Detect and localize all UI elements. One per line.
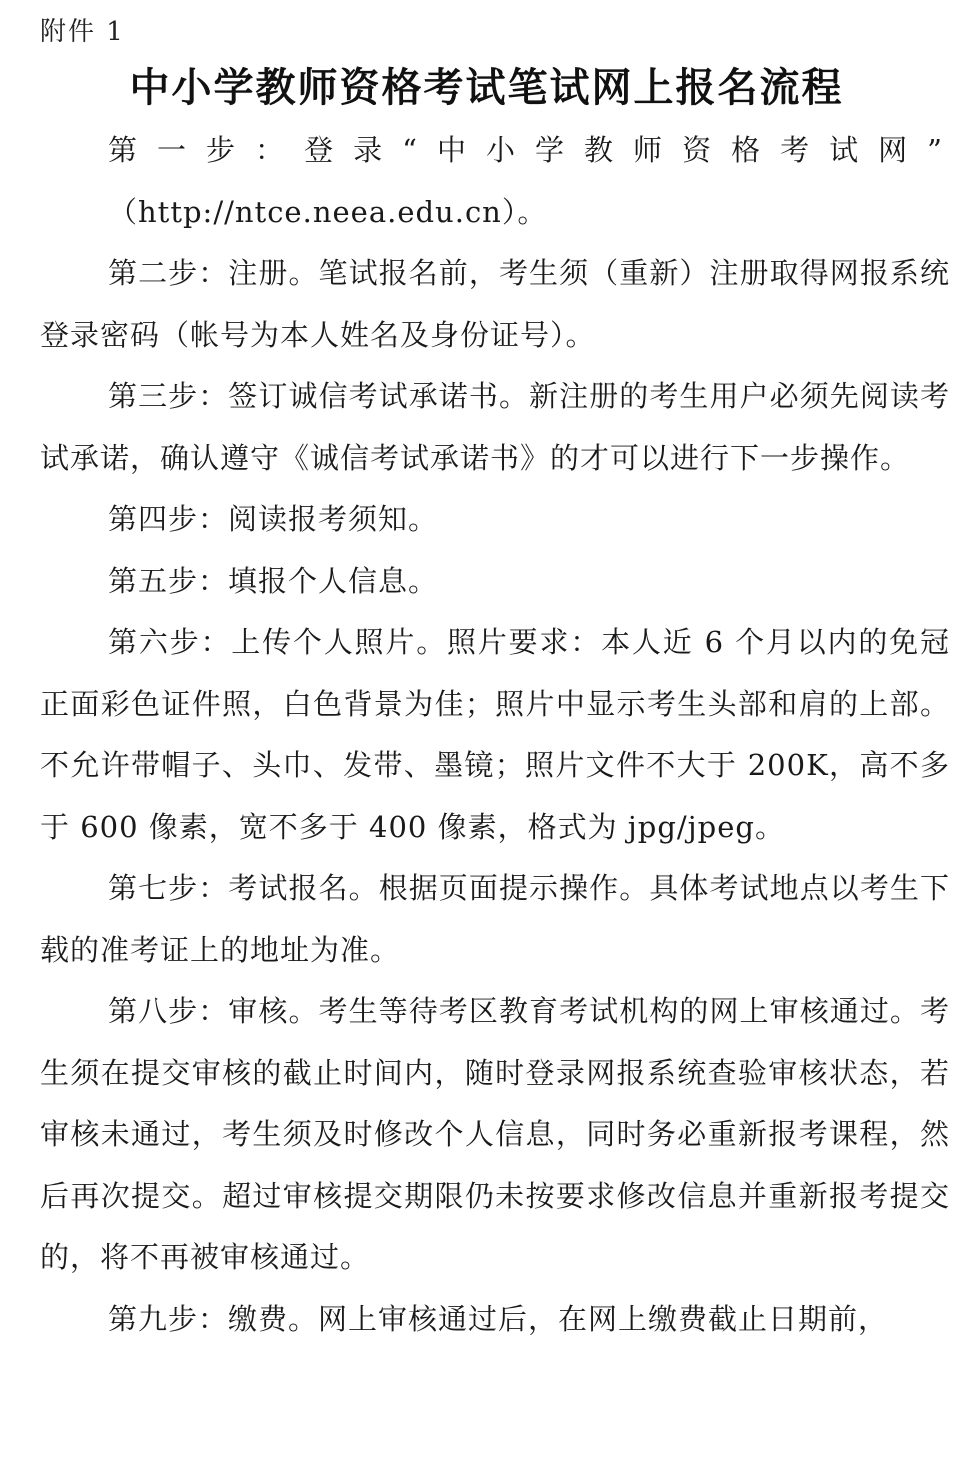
step-9-paragraph: 第九步：缴费。网上审核通过后，在网上缴费截止日期前， xyxy=(108,1301,889,1336)
document-title: 中小学教师资格考试笔试网上报名流程 xyxy=(129,65,844,111)
step-1-url: （http://ntce.neea.edu.cn）。 xyxy=(108,194,548,229)
attachment-label: 附件 1 xyxy=(40,17,125,47)
step-2-paragraph: 第二步：注册。笔试报名前，考生须（重新）注册取得网报系统登录密码（帐号为本人姓名及身份证号）。 xyxy=(40,256,950,352)
step-6-paragraph: 第六步：上传个人照片。照片要求：本人近 6 个月以内的免冠正面彩色证件照，白色背景为佳；照片中显示考生头部和肩的上部。不允许带帽子、头巾、发带、墨镜；照片文件不大于 200K，高不多于 600 像素，宽不多于 400 像素，格式为 jpg/jpeg。 xyxy=(40,625,950,844)
step-5-paragraph: 第五步：填报个人信息。 xyxy=(108,563,439,598)
document-body xyxy=(40,120,950,1350)
step-3-paragraph: 第三步：签订诚信考试承诺书。新注册的考生用户必须先阅读考试承诺，确认遵守《诚信考试承诺书》的才可以进行下一步操作。 xyxy=(40,379,950,475)
step-4-paragraph: 第四步：阅读报考须知。 xyxy=(108,502,439,536)
step-8-paragraph: 第八步：审核。考生等待考区教育考试机构的网上审核通过。考生须在提交审核的截止时间内，随时登录网报系统查验审核状态，若审核未通过，考生须及时修改个人信息，同时务必重新报考课程，然后再次提交。超过审核提交期限仍未按要求修改信息并重新报考提交的，将不再被审核通过。 xyxy=(40,994,950,1274)
step-1-paragraph: 第一步：登录“中小学教师资格考试网” xyxy=(108,133,950,167)
step-7-paragraph: 第七步：考试报名。根据页面提示操作。具体考试地点以考生下载的准考证上的地址为准。 xyxy=(40,871,950,967)
